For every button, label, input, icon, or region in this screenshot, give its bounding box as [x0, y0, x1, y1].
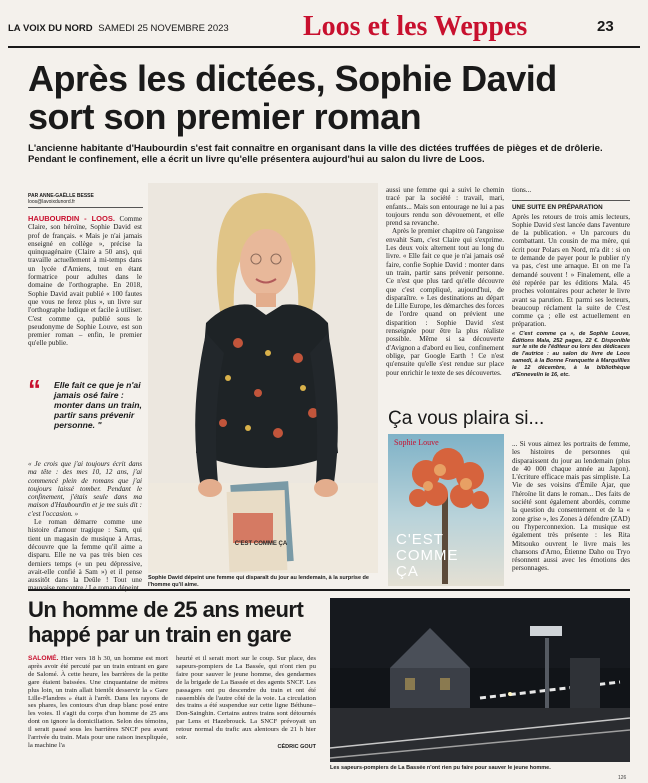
- article2-headline: [28, 597, 328, 647]
- article2-photo-caption: Les sapeurs-pompiers de La Bassée n'ont rien pu faire pour sauver le jeune homme.: [330, 765, 551, 771]
- article1-col1: [28, 215, 142, 348]
- section-title: Loos et les Weppes: [303, 11, 528, 42]
- article1-col1-text2: « Je crois que j'ai toujours écrit dans ma tête : des mes 10, 12 ans, j'ai commencé plein de romans que j'ai toujours laissé tomber. Pendant le confinement, j'étais seule dans ma maison d'Haubourdin et je me suis dit : c'est l'occasion. »: [28, 460, 142, 518]
- plaira-text: ... Si vous aimez les portraits de femme, les histoires de personnes qui disparaissent du jour au lendemain (plus de 40 000 chaque année au Japon). L'écriture efficace mais pas simpliste. La Vie de ses voisins d'Émile Ajar, que l'héroïne lit dans le roman... Des faits de société sont également abordés, comme la question du consentement et de la « zone grise », les Zones à défendre (ZAD) ou l'hyperconnexion. La musique est également très présente : les Rita Mitsouko ouvrent le livre mais les chansons d'Arno, Étienne Daho ou Tryo résonnent aussi avec les émotions des personnages.: [512, 440, 630, 573]
- article2-headline-line2: happé par un train en gare: [28, 622, 292, 647]
- header-rule: [8, 46, 640, 48]
- byline: [28, 193, 143, 205]
- sidebar-rule: [512, 200, 630, 201]
- article1-col1-text3: Le roman démarre comme une histoire d'amour tragique : Sam, qui tient un magasin de musique à Arras, découvre que la femme qu'il aime a disparu. Elle ne va pas très bien ces derniers temps (« un peu dépressive, avait-elle confié à Sam ») et il pense aussitôt dans la Deûle ! Tout une: [28, 518, 142, 585]
- pull-quote-text: Elle fait ce que je n'ai jamais osé faire : monter dans un train, partir sans prévenir personne. ": [54, 380, 142, 430]
- sidebar-title: UNE SUITE EN PRÉPARATION: [512, 204, 603, 212]
- pull-quote: [28, 374, 142, 430]
- quote-mark-icon: “: [28, 374, 41, 404]
- portrait-illustration: [148, 183, 378, 573]
- sidebar: [512, 186, 630, 378]
- byline-email: loos@lavoixdunord.fr: [28, 199, 76, 205]
- book-info: « C'est comme ça », de Sophie Louve, Éditions Mala, 252 pages, 22 €. Disponible sur le site de l'éditeur ou lors des dédicaces de l'autrice : au salon du livre de Loos samedi, à la Bonne Franquette à Marquillies le 12 décembre, à la bibliothèque d'Ennevelin le 16, etc.: [512, 330, 630, 378]
- article2-dateline: SALOMÉ.: [28, 655, 59, 662]
- article1-col3-text2: Après le premier chapitre où l'angoisse envahit Sam, c'est Claire qui s'exprime. Les deux voix alternent tout au long du livre. « Elle fait ce que je n'ai jamais osé faire, confie Sophie David : monter dans un train, partir sans prévenir personne. Ce n'est que plus tard qu'elle découvre que c'est compliqué, aujourd'hui, de disparaître. » Les destinations au départ de Lille Europe, les démarches des forces de l'ordre quand on prévient une disparition : Sophie David s'est renseignée pour être la plus réaliste possible. Même si sa découverte d'Avignon a d'abord eu lieu, confinement oblige, par Google Earth ! Ce n'est qu'ensuite qu'elle s'est rendue sur place pour enrichir le texte de ses découvertes.: [386, 227, 504, 377]
- page-number: 23: [597, 18, 614, 35]
- article1-col1-text: Comme Claire, son héroïne, Sophie David est prof de français. « Mais je n'ai jamais enseigné en collège », précise la quinquagénaire (Claire a 50 ans), qui travaille actuellement à mi-temps dans un lycée d'Amiens, tout en étant formatrice pour adultes dans le domaine de l'orthographe. En 2018, Sophie David avait publié « 100 fautes que vous ne ferez plus », un livre sur l'orthographe ludique et facile à utiliser. C'est comme ça, publié sous le pseudonyme de Sophie Louve, est son premier roman – enfin, le premier qu'elle publie.: [28, 215, 142, 348]
- plaira-title: Ça vous plaira si...: [388, 408, 545, 429]
- held-book-title: C'EST COMME ÇA: [234, 541, 288, 547]
- article1-photo: [148, 183, 378, 573]
- article1-headline-line1: Après les dictées, Sophie David: [28, 58, 557, 99]
- article2-author: CÉDRIC GOUT: [277, 743, 316, 750]
- article1-dateline: HAUBOURDIN - LOOS.: [28, 214, 115, 223]
- article1-photo-caption: Sophie David dépeint une femme qui disparaît du jour au lendemain, à la surprise de l'homme qu'il aime.: [148, 575, 369, 588]
- byline-author: PAR ANNE-GAËLLE BESSE: [28, 193, 94, 199]
- article1-headline-line2: sort son premier roman: [28, 96, 422, 137]
- book-cover: [388, 434, 504, 586]
- book-cover-title-1: C'EST: [396, 531, 444, 548]
- article1-col3: [386, 186, 504, 377]
- article2-col1-text: Hier vers 18 h 30, un homme est mort après avoir été percuté par un train entrant en gare de Salomé. À cette heure, les barrières de la petite gare étaient baissées. Une cinquantaine de mètres plus loin, un train allait bientôt desservir la « Gare Lille-Flandres » était à l'arrêt. Dans les rayons de ses phares, les contours d'un drap blanc posé entre les voies. Il s'agit du corps d'un homme de 25 ans dont on ignore la domiciliation. Selon des témoins, il serait passé sous les barrières SNCF peu avant l'arrivée du train. Mais pour une raison inexpliquée, la machine l'a: [28, 655, 168, 749]
- header-bar: [0, 11, 648, 47]
- article2-col2-text: heurté et il serait mort sur le coup. Sur place, des sapeurs-pompiers de La Bassée, qui n'ont rien pu faire pour sauver le jeune homme, des gendarmes de la brigade de La Bassée et des agents SNCF. Les passagers ont pu descendre du train et ont été rassemblés de l'autre côté de la voie. La circulation des trains a été suspendue sur cette ligne Béthune–Don-Sainghin. Certains autres trains sont détournés par Lens et Hazebrouck. La SNCF prévoyait un retour normal du trafic aux alentours de 21 h hier soir.: [176, 655, 316, 742]
- article-divider: [28, 589, 630, 591]
- article2-col2: [176, 655, 316, 752]
- book-cover-title: [396, 532, 459, 580]
- article2-headline-line1: Un homme de 25 ans meurt: [28, 597, 304, 622]
- footer-code: 126: [618, 775, 627, 781]
- article2-photo: [330, 598, 630, 762]
- book-cover-title-2: COMME: [396, 547, 459, 564]
- article1-col3-text3: tions...: [512, 186, 532, 194]
- issue-date: SAMEDI 25 NOVEMBRE 2023: [98, 23, 229, 34]
- article2-col1: [28, 655, 168, 750]
- byline-rule: [28, 207, 143, 208]
- article1-lead: L'ancienne habitante d'Haubourdin s'est fait connaître en organisant dans la ville des dictées truffées de pièges et de drôlerie. Pendant le confinement, elle a écrit un livre qu'elle présentera aujourd'hui au salon du livre de Loos.: [28, 143, 603, 166]
- train-station-scene: [330, 598, 630, 762]
- masthead: [8, 23, 229, 34]
- article1-col3-text: aussi une femme qui a suivi le chemin tracé par la société : travail, mari, enfants... Mais son entourage ne lui a pas toujours rendu son dévouement, et elle prend sa revanche.: [386, 186, 504, 228]
- book-cover-author: Sophie Louve: [394, 438, 439, 447]
- newspaper-name: LA VOIX DU NORD: [8, 23, 93, 34]
- sidebar-text: Après les retours de trois amis lecteurs, Sophie David s'est lancée dans l'aventure de la publication. « Un parcours du combattant. Un cousin de ma mère, qui écrit pour Polars en Nord, m'a dit : si on te demande de payer pour le publier n'y va pas, c'est une arnaque. Et on me l'a demandé souvent ! » Finalement, elle a été repérée par les éditions Mala. 45 proches volontaires pour acheter le livre avant sa parution. Et parmi ses lecteurs, beaucoup réclament la suite de C'est comme ça ; elle est actuellement en préparation.: [512, 212, 630, 329]
- book-cover-title-3: ÇA: [396, 563, 419, 580]
- article1-headline: [28, 60, 628, 136]
- article1-col1-lower: [28, 460, 142, 593]
